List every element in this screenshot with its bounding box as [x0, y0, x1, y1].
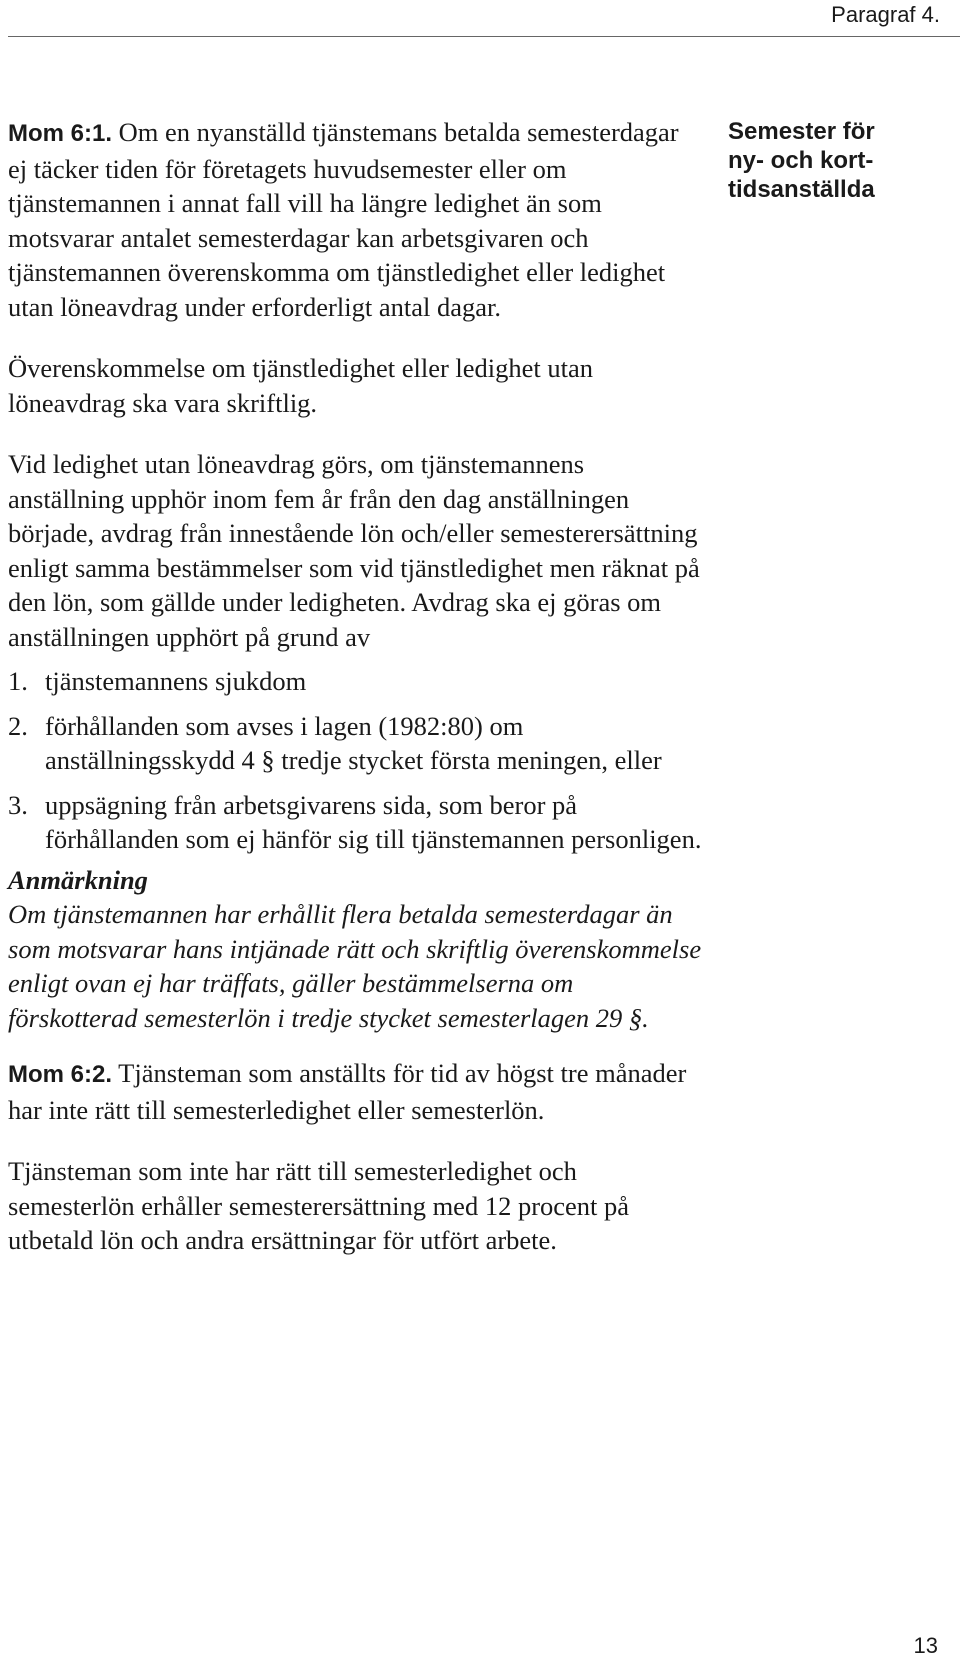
- margin-heading-line: tidsanställda: [728, 176, 875, 203]
- list-text: tjänstemannens sjukdom: [45, 666, 307, 696]
- list-item: [8, 709, 703, 778]
- mom61-paragraph-3: Vid ledighet utan löneavdrag görs, om tjänstemannens anställning upphör inom fem år från den dag anställningen började, avdrag från innestående lön och/eller semesterersättning enligt samma bestämmelser som vid tjänstledighet men räknat på den lön, som gällde under ledigheten. Avdrag ska ej göras om anställningen upphört på grund av: [8, 449, 700, 652]
- margin-heading: [728, 117, 948, 204]
- mom61-paragraph-2: Överenskommelse om tjänstledighet eller ledighet utan löneavdrag ska vara skriftlig.: [8, 353, 594, 418]
- list-text: uppsägning från arbetsgivarens sida, som beror på förhållanden som ej hänför sig till tjänstemannen personligen.: [45, 789, 702, 854]
- margin-heading-line: Semester för: [728, 118, 875, 145]
- mom62-paragraph-2: Tjänsteman som inte har rätt till semesterledighet och semesterlön erhåller semesterersättning med 12 procent på utbetald lön och andra ersättningar för utfört arbete.: [8, 1156, 630, 1255]
- list-number: 1.: [8, 666, 28, 696]
- list-item: [8, 664, 703, 699]
- margin-heading-line: ny- och kort-: [728, 147, 874, 174]
- list-number: 3.: [8, 789, 28, 820]
- note-text: Om tjänstemannen har erhållit flera betalda semesterdagar än som motsvarar hans intjänade rätt och skriftlig överenskommelse enligt ovan ej har träffats, gäller bestämmelserna om förskotterad semesterlön i tredje stycket semesterlagen 29 §.: [8, 899, 702, 1033]
- grounds-list: [8, 664, 703, 857]
- mom61-label: Mom 6:1.: [8, 120, 113, 147]
- mom61-paragraph-1: [8, 115, 703, 324]
- note-heading: Anmärkning: [8, 864, 148, 895]
- mom61-text-1: Om en nyanställd tjänstemans betalda semesterdagar ej täcker tiden för företagets huvudsemester eller om tjänstemannen i annat fall vill ha längre ledighet än som motsvarar antalet semesterdagar kan arbetsgivaren och tjänstemannen överenskomma om tjänstledighet eller ledighet utan löneavdrag under erforderligt antal dagar.: [8, 117, 679, 322]
- main-text: [8, 115, 703, 1258]
- running-header: Paragraf 4.: [831, 2, 940, 27]
- mom62-text-1: Tjänsteman som anställts för tid av högst tre månader har inte rätt till semesterledighet eller semesterlön.: [8, 1058, 687, 1125]
- list-text: förhållanden som avses i lagen (1982:80) om anställningsskydd 4 § tredje stycket första meningen, eller: [45, 710, 662, 775]
- page-number: 13: [913, 1633, 938, 1658]
- header-rule: [8, 36, 960, 37]
- list-item: [8, 788, 703, 857]
- list-number: 2.: [8, 710, 28, 741]
- mom62-label: Mom 6:2.: [8, 1061, 113, 1088]
- mom62-paragraph-1: [8, 1056, 703, 1127]
